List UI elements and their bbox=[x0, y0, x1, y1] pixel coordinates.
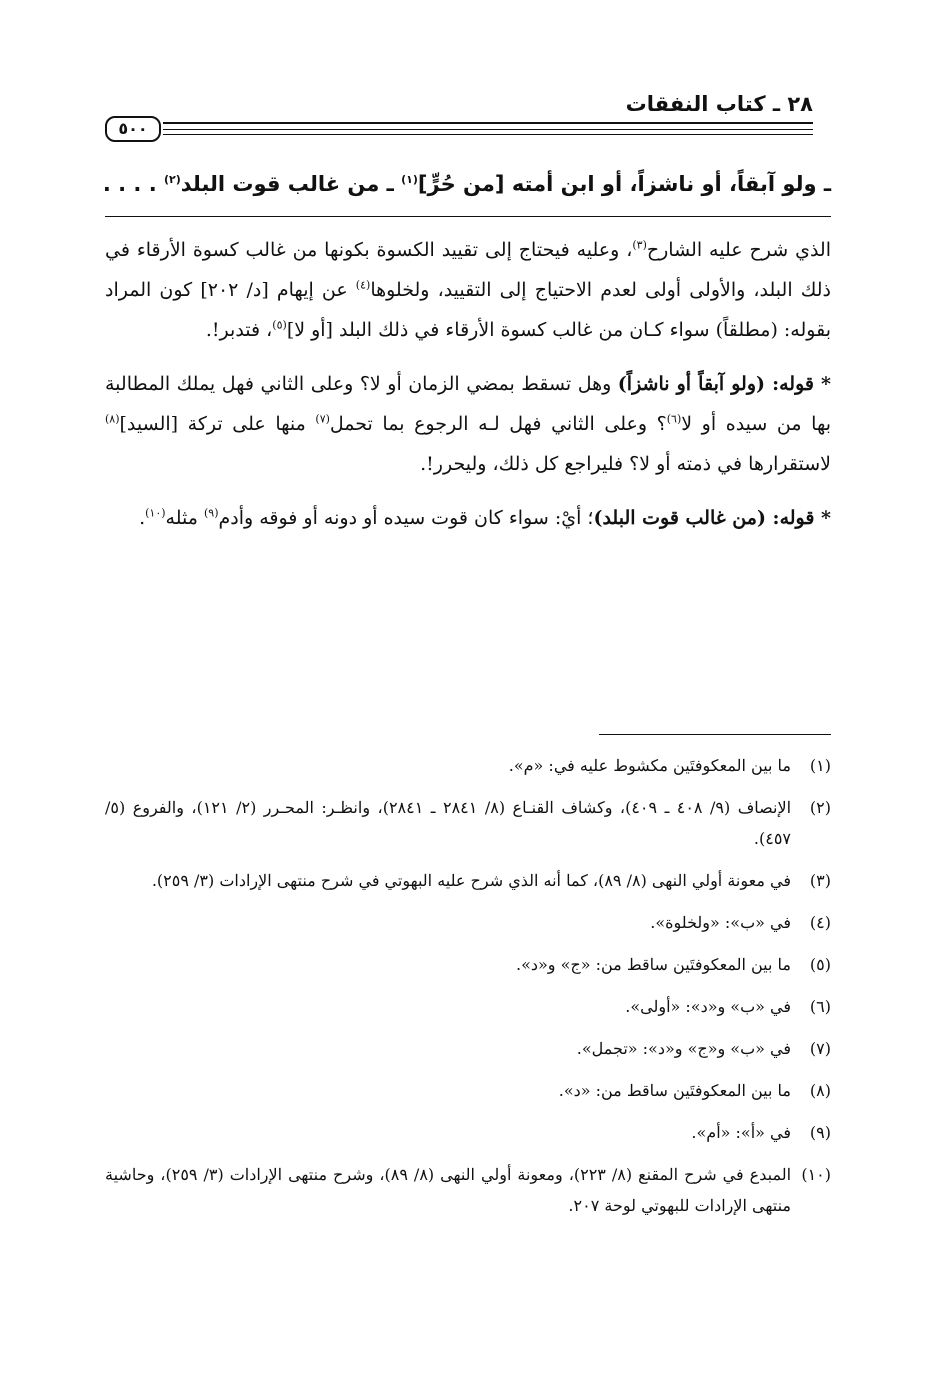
footnote-text: في «ب» و«د»: «أولى». bbox=[625, 997, 791, 1016]
header-rule bbox=[163, 129, 813, 130]
running-title: ٢٨ ـ كتاب النفقات bbox=[625, 92, 813, 116]
paragraph bbox=[105, 230, 831, 350]
matn-dotted-rule bbox=[105, 216, 831, 217]
matn-segment: ـ من غالب قوت البلد bbox=[180, 172, 402, 196]
footnote-text: ما بين المعكوفتَين مكشوط عليه في: «م». bbox=[508, 756, 791, 775]
text-run: وهل تسقط بمضي الزمان أو لا؟ وعلى الثاني فهل يملك المطالبة بها من سيده أو لا bbox=[105, 373, 831, 435]
footnote bbox=[105, 1033, 831, 1064]
footnote-number: (٩) bbox=[809, 1123, 831, 1142]
footnote-text: في «أ»: «أم». bbox=[691, 1123, 791, 1142]
footnote-text: المبدع في شرح المقنع (٨/ ٢٢٣)، ومعونة أولي النهى (٨/ ٨٩)، وشرح منتهى الإرادات (٣/ ٢٥٩)، وحاشية منتهى الإرادات للبهوتي لوحة ٢٠٧. bbox=[105, 1165, 792, 1215]
paragraph bbox=[105, 364, 831, 484]
text-run: الذي شرح عليه الشارح bbox=[646, 239, 831, 261]
footnote-number: (١) bbox=[809, 756, 831, 775]
text-run: ؟ وعلى الثاني فهل لـه الرجوع بما تحمل bbox=[329, 413, 667, 435]
page-number: ٥٠٠ bbox=[105, 116, 161, 142]
footnotes bbox=[105, 750, 831, 1232]
footnote-marker: (٢) bbox=[163, 173, 181, 186]
footnote bbox=[105, 792, 831, 854]
footnote-number: (٨) bbox=[809, 1081, 831, 1100]
footnote-marker: (٣) bbox=[632, 238, 647, 252]
text-run: منها على تركة [السيد] bbox=[119, 413, 316, 435]
footnote bbox=[105, 750, 831, 781]
footnote-marker: (٧) bbox=[315, 412, 330, 426]
footnote-number: (٧) bbox=[809, 1039, 831, 1058]
footnote-marker: (١) bbox=[401, 173, 418, 186]
footnote bbox=[105, 907, 831, 938]
text-run: ، فتدبر!. bbox=[205, 319, 273, 341]
footnote-text: في معونة أولي النهى (٨/ ٨٩)، كما أنه الذي شرح عليه البهوتي في شرح منتهى الإرادات (٣/ ٢٥٩). bbox=[151, 871, 791, 890]
footnote-marker: (٦) bbox=[666, 412, 682, 426]
footnote bbox=[105, 1159, 831, 1221]
footnote-text: في «ب»: «ولخلوة». bbox=[650, 913, 791, 932]
footnote-marker: (٨) bbox=[105, 412, 120, 426]
footnote bbox=[105, 865, 831, 896]
footnote-marker: (٥) bbox=[272, 318, 287, 332]
footnote-separator bbox=[599, 734, 831, 735]
footnote-number: (٣) bbox=[809, 871, 831, 890]
footnote-number: (٢) bbox=[809, 798, 831, 817]
footnote-marker: (٤) bbox=[355, 278, 371, 292]
footnote-marker: (٩) bbox=[203, 506, 219, 520]
matn-segment: ـ ولو آبقاً، أو ناشزاً، أو ابن أمته [من حُرٍّ] bbox=[417, 172, 831, 196]
footnote-number: (٥) bbox=[809, 955, 831, 974]
paragraph-lead: * قوله: (من غالب قوت البلد) bbox=[593, 507, 831, 529]
footnote-text: في «ب» و«ج» و«د»: «تجمل». bbox=[576, 1039, 791, 1058]
footnote bbox=[105, 949, 831, 980]
matn-text bbox=[102, 164, 831, 204]
header-rule bbox=[163, 134, 813, 135]
text-run: عن إيهام [د/ ٢٠٢] كون المراد بقوله: (مطلقاً) سواء كـان من غالب كسوة الأرقاء في ذلك البلد [أو لا] bbox=[105, 279, 831, 341]
header-rule bbox=[163, 122, 813, 124]
footnote bbox=[105, 991, 831, 1022]
footnote-text: ما بين المعكوفتَين ساقط من: «ج» و«د». bbox=[516, 955, 791, 974]
text-run: ؛ أيْ: سواء كان قوت سيده أو دونه أو فوقه وأدم bbox=[218, 507, 594, 529]
text-run: لاستقرارها في ذمته أو لا؟ فليراجع كل ذلك، وليحرر!. bbox=[420, 453, 831, 475]
footnote-number: (٤) bbox=[809, 913, 831, 932]
footnote bbox=[105, 1075, 831, 1106]
footnote-number: (٦) bbox=[809, 997, 831, 1016]
text-run: ، وعليه فيحتاج إلى تقييد الكسوة بكونها من غالب كسوة الأرقاء في ذلك البلد، والأولى أولى لعدم الاحتياج إلى التقييد، ولخلوها bbox=[105, 239, 831, 301]
text-run: . bbox=[139, 507, 146, 529]
footnote-text: الإنصاف (٩/ ٤٠٨ ـ ٤٠٩)، وكشاف القنـاع (٨/ ٢٨٤١ ـ ٢٨٤١)، وانظـر: المحـرر (٢/ ١٢١)، والفروع (٥/ ٤٥٧). bbox=[105, 798, 792, 848]
footnote bbox=[105, 1117, 831, 1148]
footnote-number: (١٠) bbox=[801, 1165, 831, 1184]
footnote-text: ما بين المعكوفتَين ساقط من: «د». bbox=[558, 1081, 791, 1100]
paragraph bbox=[105, 498, 831, 538]
footnote-marker: (١٠) bbox=[145, 506, 166, 520]
matn-dots: . . . . bbox=[102, 172, 164, 196]
paragraph-lead: * قوله: (ولو آبقاً أو ناشزاً) bbox=[617, 373, 831, 395]
commentary-body bbox=[105, 230, 831, 552]
text-run: مثله bbox=[165, 507, 204, 529]
